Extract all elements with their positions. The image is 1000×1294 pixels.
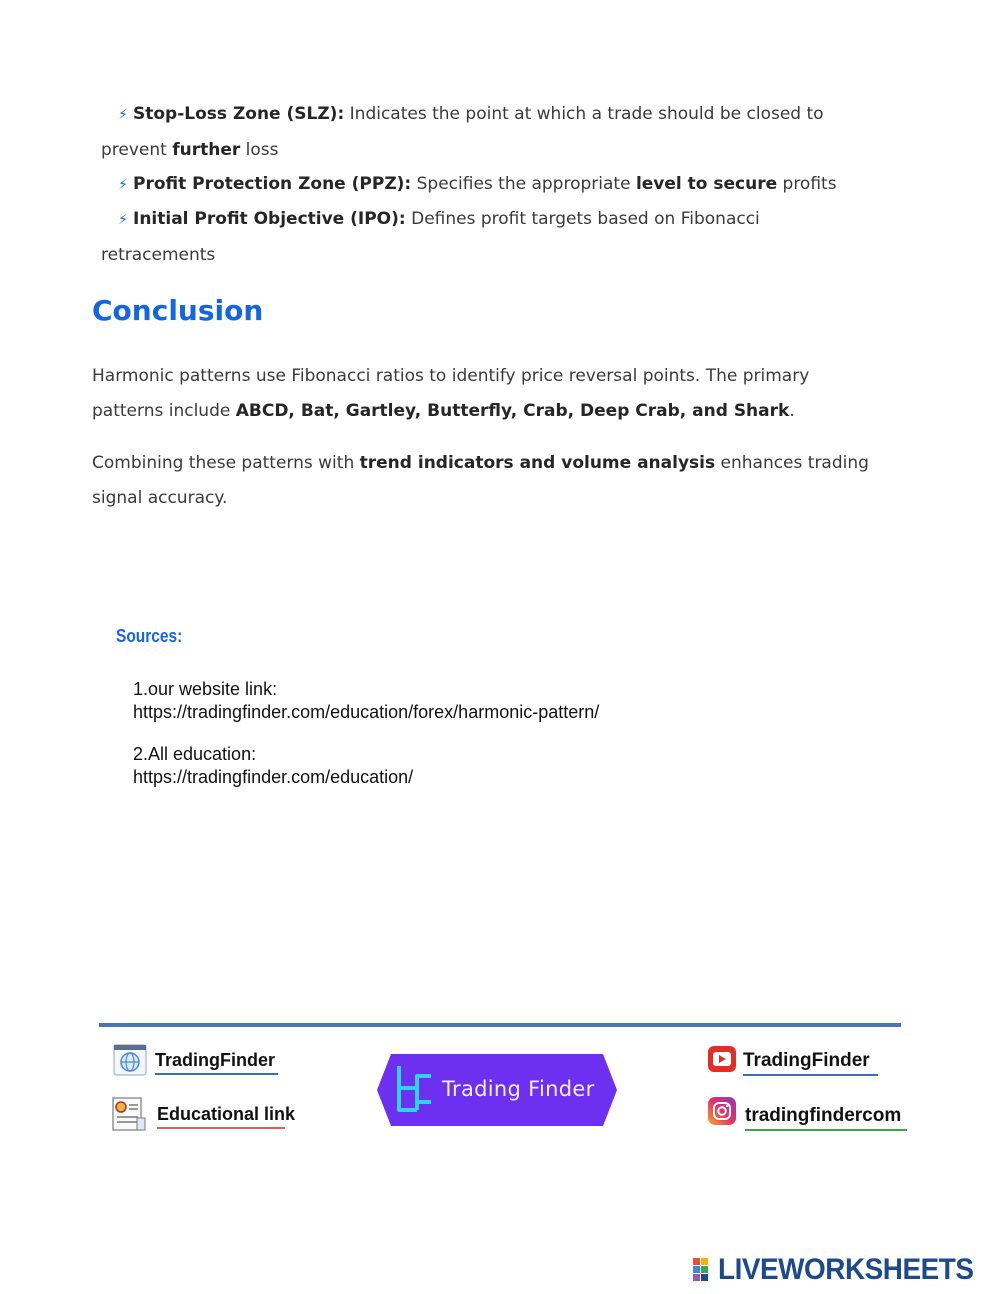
source-item-website xyxy=(133,678,599,724)
bullet-ipo-title: Initial Profit Objective (IPO): xyxy=(133,209,406,229)
educational-link[interactable] xyxy=(157,1104,295,1129)
bullet-ppz-text: Specifies the appropriate xyxy=(411,174,636,194)
p1-end: . xyxy=(789,401,795,421)
source-link[interactable]: https://tradingfinder.com/education/forex/harmonic-pattern/ xyxy=(133,702,600,722)
p2-line1-end: enhances trading xyxy=(715,453,869,473)
instagram-link[interactable] xyxy=(745,1105,907,1131)
bullet-ppz xyxy=(101,167,881,203)
educational-link-underline xyxy=(157,1127,285,1129)
source-link[interactable]: https://tradingfinder.com/education/ xyxy=(133,767,414,787)
bullet-slz-title: Stop-Loss Zone (SLZ): xyxy=(133,104,345,124)
p2-emphasis: trend indicators and volume analysis xyxy=(359,453,716,473)
youtube-icon xyxy=(707,1045,737,1073)
bullet-slz-emphasis: further xyxy=(172,140,241,160)
sources-title: Sources: xyxy=(116,626,183,646)
p2-line2: signal accuracy. xyxy=(92,488,228,508)
instagram-link-underline xyxy=(745,1129,907,1131)
p1-patterns: ABCD, Bat, Gartley, Butterfly, Crab, Deep Crab, and Shark xyxy=(235,401,790,421)
youtube-link-underline xyxy=(743,1074,878,1076)
bullet-slz-line2: prevent xyxy=(101,140,173,160)
bullet-ppz-text-end: profits xyxy=(777,174,837,194)
bullet-slz xyxy=(101,97,881,168)
website-link[interactable] xyxy=(155,1050,278,1075)
liveworksheets-logo-icon xyxy=(693,1258,717,1282)
youtube-link-label: TradingFinder xyxy=(743,1050,870,1071)
lightning-icon: ⚡︎ xyxy=(118,177,128,193)
educational-link-label: Educational link xyxy=(157,1104,296,1124)
source-label: 1.our website link: xyxy=(133,679,278,699)
p1-line1: Harmonic patterns use Fibonacci ratios to identify price reversal points. The primary xyxy=(92,366,810,386)
footer-divider xyxy=(99,1023,901,1027)
bullet-slz-text: Indicates the point at which a trade should be closed to xyxy=(344,104,824,124)
document-chart-icon xyxy=(110,1096,148,1132)
instagram-icon xyxy=(707,1096,737,1126)
website-link-label: TradingFinder xyxy=(155,1050,276,1070)
globe-icon xyxy=(113,1044,147,1076)
logo-text: Trading Finder xyxy=(442,1077,595,1101)
p1-line2: patterns include xyxy=(92,401,236,421)
source-item-education xyxy=(133,743,413,789)
lightning-icon: ⚡︎ xyxy=(118,107,128,123)
bullet-ppz-emphasis: level to secure xyxy=(635,174,778,194)
bullet-ipo-line2: retracements xyxy=(101,245,216,265)
website-link-underline xyxy=(155,1073,278,1075)
instagram-link-label: tradingfindercom xyxy=(745,1105,902,1126)
youtube-link[interactable] xyxy=(743,1050,878,1076)
liveworksheets-watermark: LIVEWORKSHEETS xyxy=(718,1253,974,1286)
bullet-ipo xyxy=(101,202,881,273)
bullet-slz-line2-end: loss xyxy=(240,140,279,160)
conclusion-paragraph-2 xyxy=(92,446,892,516)
source-label: 2.All education: xyxy=(133,744,257,764)
p2-line1: Combining these patterns with xyxy=(92,453,360,473)
bullet-ppz-title: Profit Protection Zone (PPZ): xyxy=(133,174,412,194)
bullet-ipo-text: Defines profit targets based on Fibonacci xyxy=(405,209,760,229)
conclusion-heading: Conclusion xyxy=(92,294,264,327)
conclusion-paragraph-1 xyxy=(92,359,892,429)
lightning-icon: ⚡︎ xyxy=(118,212,128,228)
